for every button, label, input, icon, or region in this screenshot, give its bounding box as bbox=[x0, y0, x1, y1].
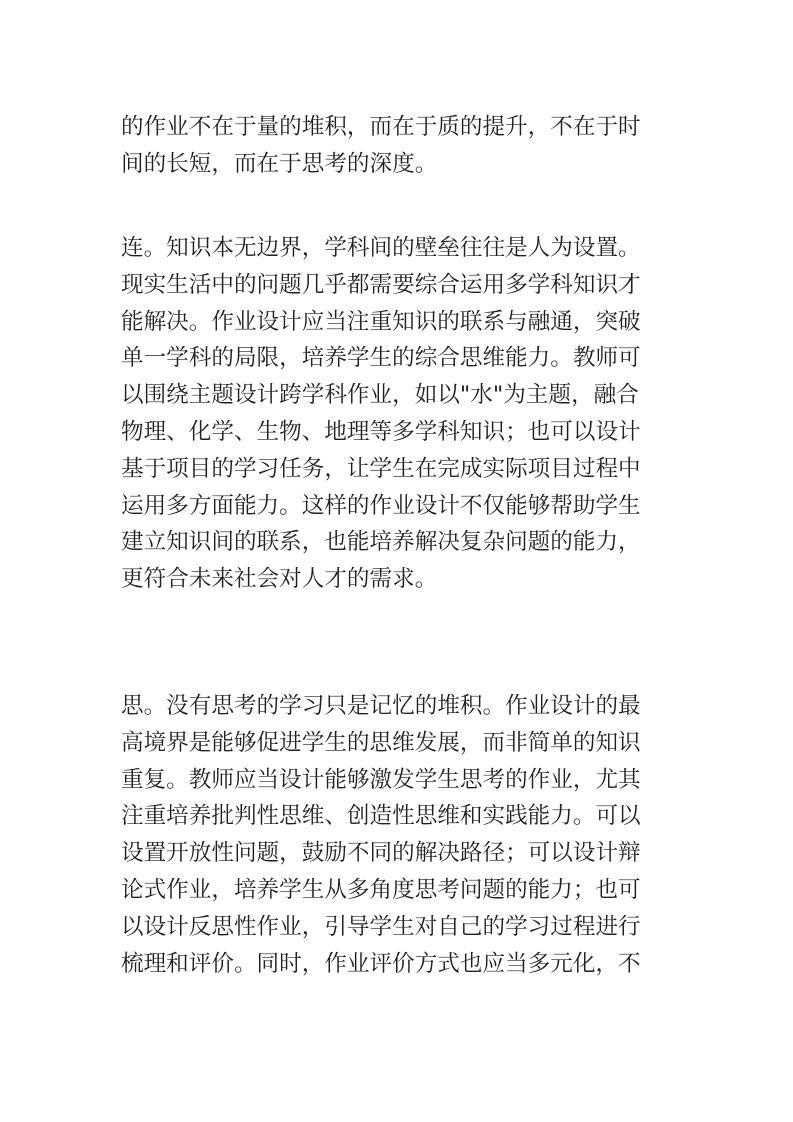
paragraph-line: 间的长短，而在于思考的深度。 bbox=[121, 150, 438, 177]
paragraph-line: 以围绕主题设计跨学科作业，如以"水"为主题，融合 bbox=[121, 382, 639, 409]
paragraph-line: 设置开放性问题，鼓励不同的解决路径；可以设计辩 bbox=[121, 840, 641, 867]
paragraph-line: 重复。教师应当设计能够激发学生思考的作业，尤其 bbox=[121, 766, 641, 793]
paragraph-line: 的作业不在于量的堆积，而在于质的提升，不在于时 bbox=[121, 114, 641, 140]
paragraph-line: 物理、化学、生物、地理等多学科知识；也可以设计 bbox=[121, 418, 641, 445]
paragraph-line: 思。没有思考的学习只是记忆的堆积。作业设计的最 bbox=[121, 693, 641, 719]
paragraph-line: 基于项目的学习任务，让学生在完成实际项目过程中 bbox=[121, 455, 641, 482]
paragraph-1 bbox=[121, 109, 681, 183]
paragraph-line: 以设计反思性作业，引导学生对自己的学习过程进行 bbox=[121, 913, 641, 940]
paragraph-line: 高境界是能够促进学生的思维发展，而非简单的知识 bbox=[121, 729, 641, 756]
paragraph-line: 更符合未来社会对人才的需求。 bbox=[121, 566, 438, 593]
paragraph-line: 建立知识间的联系，也能培养解决复杂问题的能力， bbox=[121, 529, 641, 556]
paragraph-line: 单一学科的局限，培养学生的综合思维能力。教师可 bbox=[121, 345, 641, 372]
paragraph-line: 梳理和评价。同时，作业评价方式也应当多元化，不 bbox=[121, 950, 641, 977]
paragraph-line: 注重培养批判性思维、创造性思维和实践能力。可以 bbox=[121, 803, 641, 830]
paragraph-line: 运用多方面能力。这样的作业设计不仅能够帮助学生 bbox=[121, 492, 641, 519]
paragraph-2 bbox=[121, 230, 681, 598]
paragraph-line: 现实生活中的问题几乎都需要综合运用多学科知识才 bbox=[121, 271, 641, 298]
paragraph-3 bbox=[121, 688, 681, 982]
paragraph-line: 连。知识本无边界，学科间的壁垒往往是人为设置。 bbox=[121, 235, 641, 261]
paragraph-line: 论式作业，培养学生从多角度思考问题的能力；也可 bbox=[121, 876, 641, 903]
paragraph-line: 能解决。作业设计应当注重知识的联系与融通，突破 bbox=[121, 308, 641, 335]
